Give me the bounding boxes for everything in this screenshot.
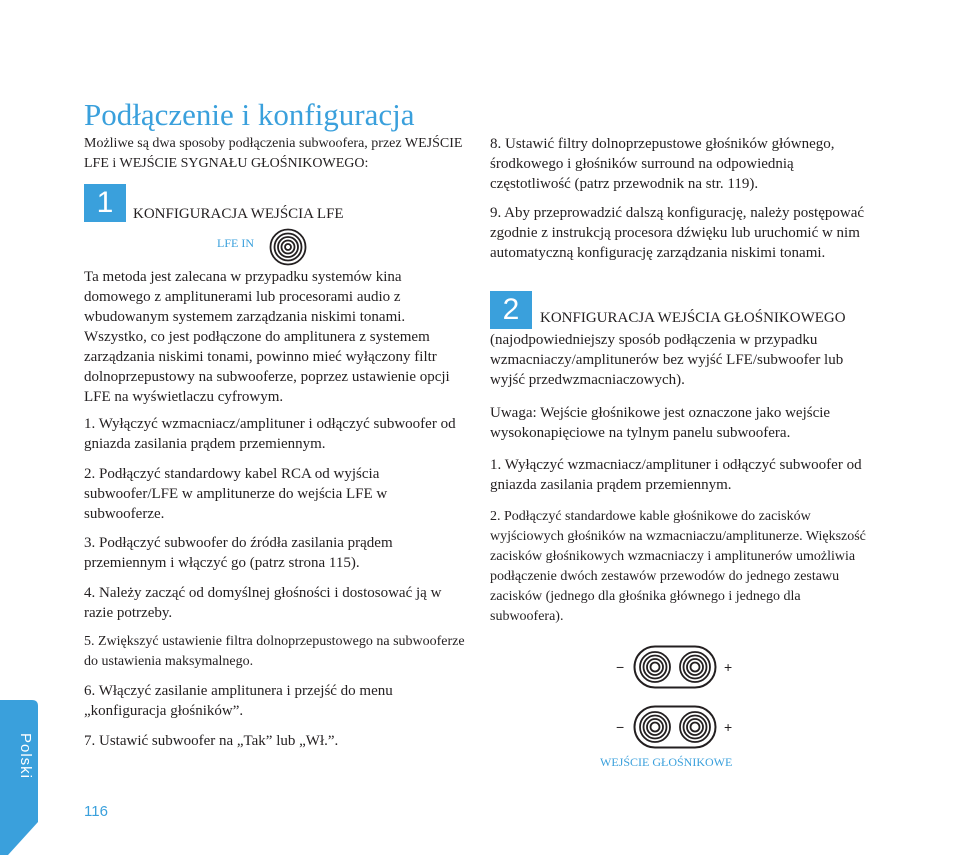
section-1-body [84, 267, 469, 407]
section-2-heading: KONFIGURACJA WEJŚCIA GŁOŚNIKOWEGO [540, 310, 846, 326]
rca-jack-icon [269, 228, 307, 266]
heading-continuation-text: (najodpowiedniejszy sposób podłączenia w przypadku wzmacniaczy/amplitunerów bez wyjść LFE/subwoofer lub wyjść przedwzmacniaczowych). [490, 332, 844, 388]
section-number-2 [490, 291, 532, 329]
speaker-input-label: WEJŚCIE GŁOŚNIKOWE [600, 755, 733, 769]
right-step-8 [490, 134, 875, 194]
terminal-minus-2: − [616, 719, 625, 735]
section-1-step-2 [84, 464, 469, 524]
lfe-in-label: LFE IN [217, 236, 254, 250]
step-text: 2. Podłączyć standardowy kabel RCA od wyjścia subwoofer/LFE w amplitunerze do wejścia LFE w subwooferze. [84, 466, 388, 522]
section-1-step-1 [84, 414, 469, 454]
section-2-step-2 [490, 507, 875, 627]
section-number-1-text: 1 [96, 186, 114, 219]
step-text: 3. Podłączyć subwoofer do źródła zasilania prądem przemiennym i włączyć go (patrz strona 115). [84, 535, 393, 571]
step-text: 4. Należy zacząć od domyślnej głośności i dostosować ją w razie potrzeby. [84, 585, 442, 621]
section-1-step-6 [84, 681, 469, 721]
intro-paragraph: Możliwe są dwa sposoby podłączenia subwoofera, przez WEJŚCIE LFE i WEJŚCIE SYGNAŁU GŁOŚNIKOWEGO: [84, 136, 463, 171]
language-tab-label: Polski [17, 733, 34, 780]
section-2-heading-continuation [490, 330, 875, 390]
terminal-plus-2: + [724, 719, 733, 735]
step-text: 5. Zwiększyć ustawienie filtra dolnoprzepustowego na subwooferze do ustawienia maksymalnego. [84, 634, 465, 669]
section-number-1 [84, 184, 126, 222]
section-1-heading: KONFIGURACJA WEJŚCIA LFE [133, 206, 344, 222]
section-2-note [490, 403, 875, 443]
intro-text [84, 134, 469, 174]
step-text: 6. Włączyć zasilanie amplitunera i przejść do menu „konfiguracja głośników”. [84, 683, 393, 719]
step-text: 7. Ustawić subwoofer na „Tak” lub „Wł.”. [84, 733, 339, 749]
step-text: 1. Wyłączyć wzmacniacz/amplituner i odłączyć subwoofer od gniazda zasilania prądem przemiennym. [490, 457, 862, 493]
section-1-step-4 [84, 583, 469, 623]
terminal-minus-1: − [616, 659, 625, 675]
terminal-plus-1: + [724, 659, 733, 675]
section-1-description: Ta metoda jest zalecana w przypadku systemów kina domowego z amplitunerami lub procesorami audio z wbudowanym systemem zarządzania niskimi tonami. Wszystko, co jest podłączone do amplitunera z systemem zarządzania niskimi tonami, powinno mieć wyłączony filtr dolnoprzepustowy na subwooferze, poprzez ustawienie opcji LFE na wyświetlaczu cyfrowym. [84, 269, 450, 405]
page-title: Podłączenie i konfiguracja [84, 96, 415, 132]
section-1-step-7 [84, 731, 469, 751]
speaker-terminal-icon [633, 705, 717, 749]
right-step-9 [490, 203, 875, 263]
step-text: 1. Wyłączyć wzmacniacz/amplituner i odłączyć subwoofer od gniazda zasilania prądem przemiennym. [84, 416, 456, 452]
note-text: Uwaga: Wejście głośnikowe jest oznaczone jako wejście wysokonapięciowe na tylnym panelu subwoofera. [490, 405, 831, 441]
section-2-step-1 [490, 455, 875, 495]
step-text: 2. Podłączyć standardowe kable głośnikowe do zacisków wyjściowych głośników na wzmacniaczu/amplitunerze. Większość zacisków głośnikowych wzmacniaczy i amplitunerów umożliwia podłączenie dwóch zestawów przewodów do jednego zestawu zacisków (jednego dla głośnika głównego i jednego dla subwoofera). [490, 509, 866, 624]
section-1-step-3 [84, 533, 469, 573]
page-number: 116 [84, 803, 108, 820]
step-text: 8. Ustawić filtry dolnoprzepustowe głośników głównego, środkowego i głośników surround na odpowiednią częstotliwość (patrz przewodnik na str. 119). [490, 136, 835, 192]
speaker-terminal-icon [633, 645, 717, 689]
step-text: 9. Aby przeprowadzić dalszą konfigurację, należy postępować zgodnie z instrukcją procesora dźwięku lub uruchomić w nim automatyczną konfigurację zarządzania niskimi tonami. [490, 205, 865, 261]
section-1-step-5 [84, 632, 469, 672]
section-number-2-text: 2 [502, 293, 520, 326]
